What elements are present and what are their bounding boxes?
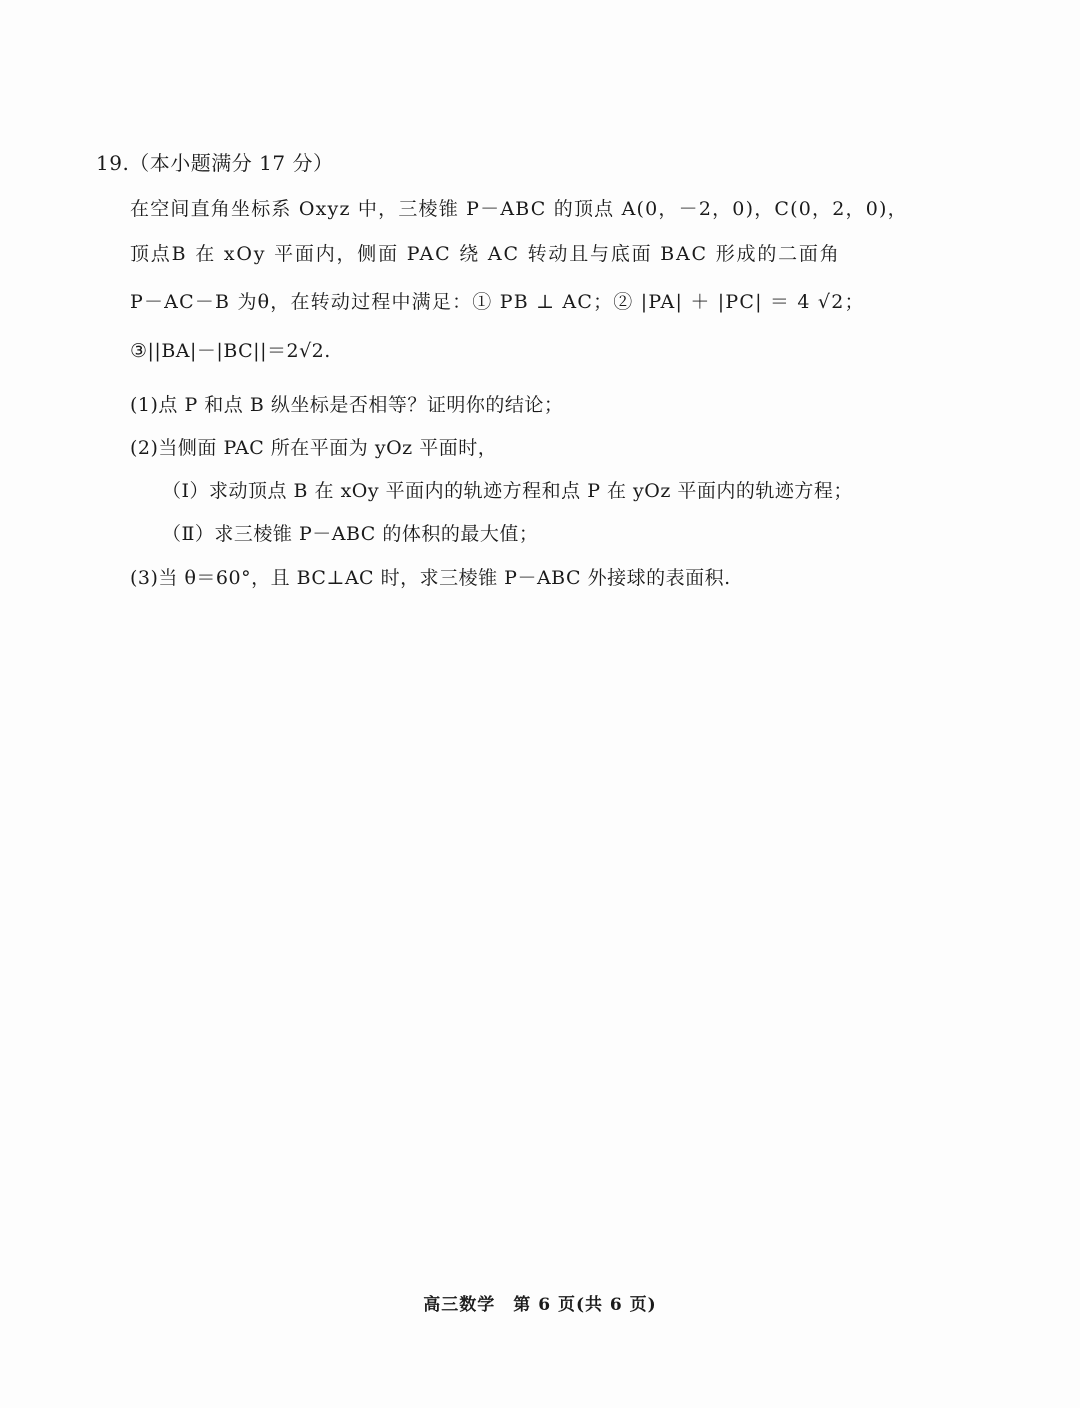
question-stem-line-1: 在空间直角坐标系 Oxyz 中，三棱锥 P－ABC 的顶点 A(0，－2，0)，C(0，2，0)， — [130, 198, 908, 220]
sub-question-2-ii: （Ⅱ）求三棱锥 P－ABC 的体积的最大值； — [162, 523, 539, 545]
sub-question-2-i: （Ⅰ）求动顶点 B 在 xOy 平面内的轨迹方程和点 P 在 yOz 平面内的轨迹方程； — [162, 480, 853, 502]
question-number-header: 19.（本小题满分 17 分） — [96, 151, 334, 175]
question-stem-line-2: 顶点B 在 xOy 平面内，侧面 PAC 绕 AC 转动且与底面 BAC 形成的二面角 — [130, 243, 841, 265]
question-stem-line-4: ③||BA|－|BC||＝2√2. — [130, 340, 331, 362]
sub-question-1: (1)点 P 和点 B 纵坐标是否相等？证明你的结论； — [130, 394, 564, 416]
sub-question-2: (2)当侧面 PAC 所在平面为 yOz 平面时， — [130, 437, 498, 459]
question-stem-line-3: P－AC－B 为θ，在转动过程中满足：① PB ⊥ AC；② |PA| ＋ |PC| ＝ 4 √2； — [130, 291, 865, 313]
sub-question-3: (3)当 θ＝60°，且 BC⊥AC 时，求三棱锥 P－ABC 外接球的表面积. — [130, 567, 731, 589]
page-footer: 高三数学 第 6 页(共 6 页) — [423, 1295, 657, 1315]
